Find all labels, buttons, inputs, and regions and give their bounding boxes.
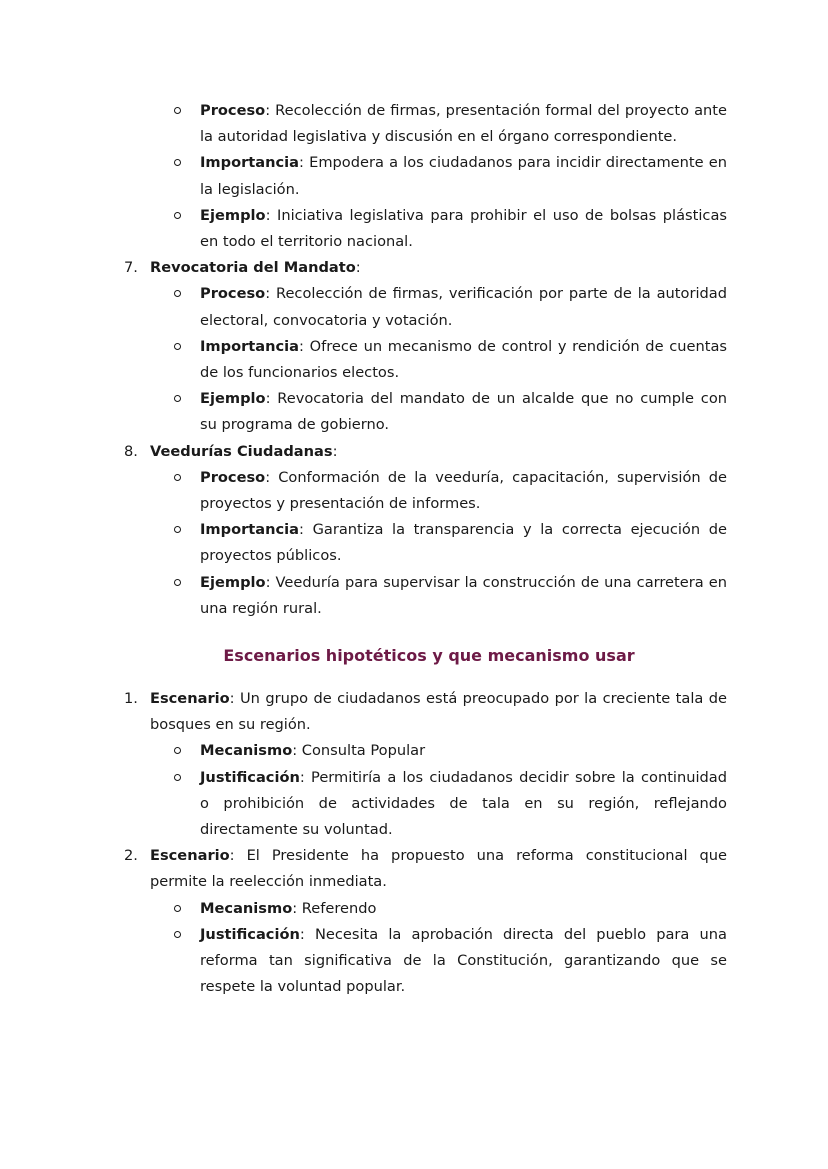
item-text: : Empodera a los ciudadanos para incidir directamente en la legislación. bbox=[200, 154, 727, 198]
item-number: 1. bbox=[124, 690, 138, 708]
sub-list-item bbox=[200, 203, 727, 255]
sub-list-item bbox=[200, 334, 727, 386]
item-text: : Conformación de la veeduría, capacitación, supervisión de proyectos y presentación de informes. bbox=[200, 468, 727, 513]
item-text: : Veeduría para supervisar la construcción de una carretera en una región rural. bbox=[200, 573, 727, 617]
hollow-bullet-icon bbox=[174, 474, 181, 481]
item-text: : Consulta Popular bbox=[292, 742, 426, 760]
item-label: Ejemplo bbox=[200, 573, 266, 591]
item-label: Proceso bbox=[200, 102, 266, 119]
document-page bbox=[0, 98, 828, 1001]
item-text: : Necesita la aprobación directa del pueblo para una reforma tan significativa de la Constitución, garantizando que se respete la voluntad popular. bbox=[200, 925, 727, 996]
mechanism-sub-list bbox=[0, 465, 828, 622]
hollow-bullet-icon bbox=[174, 212, 181, 219]
item-label: Proceso bbox=[200, 285, 266, 303]
item-label: Mecanismo bbox=[200, 899, 293, 917]
item-text: : Iniciativa legislativa para prohibir el uso de bolsas plásticas en todo el territorio nacional. bbox=[200, 206, 727, 251]
item-label: Importancia bbox=[200, 337, 300, 355]
hollow-bullet-icon bbox=[174, 747, 181, 754]
item-text: : Permitiría a los ciudadanos decidir sobre la continuidad o prohibición de actividades de tala en su región, reflejando directamente su voluntad. bbox=[200, 768, 727, 839]
title-suffix: : bbox=[355, 259, 361, 277]
mechanism-item bbox=[124, 255, 727, 281]
item-text: : Revocatoria del mandato de un alcalde que no cumple con su programa de gobierno. bbox=[200, 390, 727, 434]
continued-sub-list bbox=[0, 98, 828, 255]
sub-list-item bbox=[200, 765, 727, 844]
sub-list-item bbox=[200, 281, 727, 333]
scenario-text: : El Presidente ha propuesto una reforma constitucional que permite la reelección inmediata. bbox=[150, 847, 727, 891]
item-label: Importancia bbox=[200, 521, 300, 539]
sub-list-item bbox=[200, 570, 727, 622]
scenario-item bbox=[124, 843, 727, 895]
item-label: Mecanismo bbox=[200, 742, 293, 760]
hollow-bullet-icon bbox=[174, 107, 181, 114]
sub-list-item bbox=[200, 922, 727, 1001]
item-number: 7. bbox=[124, 259, 138, 277]
item-label: Ejemplo bbox=[200, 206, 266, 224]
sub-list-item bbox=[200, 896, 727, 922]
sub-list-item bbox=[200, 517, 727, 569]
scenario-item bbox=[124, 686, 727, 738]
item-text: : Garantiza la transparencia y la correcta ejecución de proyectos públicos. bbox=[200, 521, 727, 565]
hollow-bullet-icon bbox=[174, 579, 181, 586]
item-label: Justificación bbox=[200, 925, 300, 943]
section-heading: Escenarios hipotéticos y que mecanismo usar bbox=[223, 646, 635, 666]
item-text: : Referendo bbox=[292, 899, 377, 917]
title-suffix: : bbox=[332, 442, 338, 460]
sub-list-item bbox=[200, 386, 727, 438]
sub-list-item bbox=[200, 738, 727, 764]
mechanism-title: Veedurías Ciudadanas bbox=[150, 442, 333, 460]
item-text: : Recolección de firmas, presentación formal del proyecto ante la autoridad legislativa y discusión en el órgano correspondiente. bbox=[200, 102, 727, 146]
item-text: : Ofrece un mecanismo de control y rendición de cuentas de los funcionarios electos. bbox=[200, 337, 727, 382]
item-label: Importancia bbox=[200, 154, 300, 172]
item-label: Proceso bbox=[200, 468, 266, 486]
scenario-label: Escenario bbox=[150, 847, 230, 865]
scenario-sub-list bbox=[0, 738, 828, 843]
scenario-label: Escenario bbox=[150, 690, 230, 708]
item-label: Justificación bbox=[200, 768, 300, 786]
item-text: : Recolección de firmas, verificación por parte de la autoridad electoral, convocatoria y votación. bbox=[200, 285, 727, 329]
item-number: 2. bbox=[124, 847, 138, 865]
hollow-bullet-icon bbox=[174, 774, 181, 781]
hollow-bullet-icon bbox=[174, 395, 181, 402]
hollow-bullet-icon bbox=[174, 931, 181, 938]
mechanism-sub-list bbox=[0, 281, 828, 438]
sub-list-item bbox=[200, 465, 727, 517]
scenario-text: : Un grupo de ciudadanos está preocupado por la creciente tala de bosques en su región. bbox=[150, 690, 727, 734]
hollow-bullet-icon bbox=[174, 526, 181, 533]
item-label: Ejemplo bbox=[200, 390, 266, 408]
hollow-bullet-icon bbox=[174, 290, 181, 297]
hollow-bullet-icon bbox=[174, 159, 181, 166]
hollow-bullet-icon bbox=[174, 343, 181, 350]
item-number: 8. bbox=[124, 442, 138, 460]
sub-list-item bbox=[200, 150, 727, 202]
sub-list-item bbox=[200, 98, 727, 150]
mechanism-item bbox=[124, 439, 727, 465]
scenario-sub-list bbox=[0, 896, 828, 1001]
mechanism-title: Revocatoria del Mandato bbox=[150, 259, 356, 277]
hollow-bullet-icon bbox=[174, 905, 181, 912]
